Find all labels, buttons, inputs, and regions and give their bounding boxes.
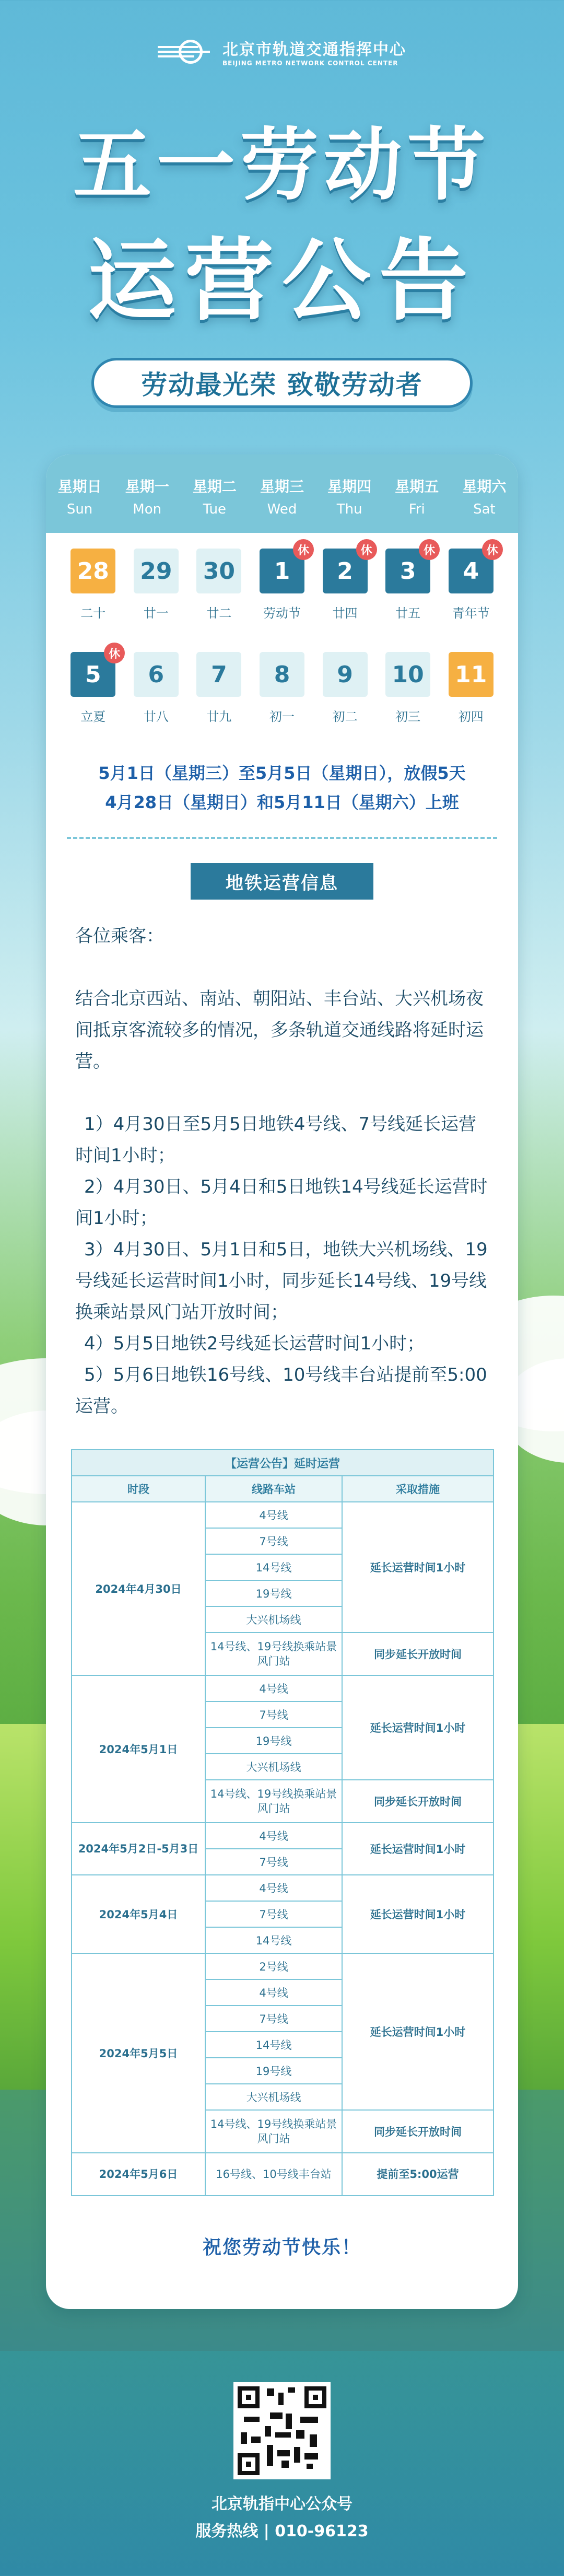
table-row: 2024年5月5日 2号线 延长运营时间1小时: [72, 1953, 494, 1979]
table-row: 7号线: [72, 1701, 494, 1728]
slogan-banner: 劳动最光荣 致敬劳动者: [91, 358, 473, 408]
table-row: 2024年5月4日 4号线 延长运营时间1小时: [72, 1875, 494, 1901]
table-row: 14号线: [72, 1927, 494, 1953]
weekday-fri: 星期五 Fri: [395, 478, 439, 517]
org-logo: [0, 37, 564, 67]
notice-item: 3）4月30日、5月1日和5日，地铁大兴机场线、19号线延长运营时间1小时，同步延长14号线、19号线换乘站景风门站开放时间；: [75, 1239, 488, 1323]
weekday-tue: 星期二 Tue: [192, 478, 237, 517]
org-name-cn: 北京市轨道交通指挥中心: [222, 41, 406, 59]
table-row: 2024年4月30日 4号线 延长运营时间1小时: [72, 1502, 494, 1528]
holiday-calendar: [46, 533, 518, 755]
calendar-day: 29 廿一: [125, 549, 188, 652]
table-row: 2024年5月6日 16号线、10号线丰台站 提前至5:00运营: [72, 2153, 494, 2196]
service-hotline: 服务热线 | 010-96123: [195, 2522, 369, 2540]
greeting: 各位乘客：: [75, 926, 164, 947]
table-row: 14号线、19号线换乘站景风门站 同步延长开放时间: [72, 1633, 494, 1675]
header-period: 时段: [72, 1476, 205, 1502]
calendar-week-row: [62, 647, 502, 755]
qr-code-icon: [233, 2382, 331, 2479]
table-row: 大兴机场线: [72, 1606, 494, 1633]
announcement-card: [46, 454, 518, 2309]
calendar-day: 7 廿九: [187, 652, 251, 755]
table-row: 2024年5月2日-5月3日 4号线 延长运营时间1小时: [72, 1823, 494, 1849]
table-row: 7号线: [72, 1901, 494, 1927]
holiday-notice-line2: 4月28日（星期日）和5月11日（星期六）上班: [105, 792, 459, 812]
closing-wish: 祝您劳动节快乐！: [202, 2237, 361, 2258]
table-row: 14号线、19号线换乘站景风门站 同步延长开放时间: [72, 1780, 494, 1823]
calendar-day: 11 初四: [439, 652, 502, 755]
official-account-name: 北京轨指中心公众号: [212, 2495, 352, 2513]
weekday-wed: 星期三 Wed: [260, 478, 304, 517]
notice-item: 1）4月30日至5月5日地铁4号线、7号线延长运营时间1小时；: [75, 1114, 477, 1166]
notice-item: 5）5月6日地铁16号线、10号线丰台站提前至5:00运营。: [75, 1365, 487, 1417]
calendar-day: 10 初三: [377, 652, 440, 755]
table-row: 7号线: [72, 2006, 494, 2032]
notice-item: 2）4月30日、5月4日和5日地铁14号线延长运营时间1小时；: [75, 1176, 488, 1229]
calendar-day: 8 初一: [251, 652, 314, 755]
metro-logo-icon: [158, 40, 215, 64]
holiday-notice-line1: 5月1日（星期三）至5月5日（星期日），放假5天: [98, 763, 466, 783]
calendar-day: 4 休 青年节: [439, 549, 502, 652]
weekday-thu: 星期四 Thu: [327, 478, 372, 517]
table-row: 19号线: [72, 1728, 494, 1754]
announcement-body: [75, 920, 489, 1422]
weekday-mon: 星期一 Mon: [125, 478, 169, 517]
rest-badge: 休: [356, 539, 377, 560]
org-name-en: BEIJING METRO NETWORK CONTROL CENTER: [222, 60, 398, 67]
rest-badge: 休: [482, 539, 503, 560]
table-header-row: [72, 1476, 494, 1502]
calendar-day: 2 休 廿四: [313, 549, 377, 652]
page-title-line2: 运营公告: [87, 229, 476, 333]
footer: [0, 2382, 564, 2541]
calendar-day: 3 休 廿五: [377, 549, 440, 652]
calendar-day: 1 休 劳动节: [251, 549, 314, 652]
calendar-weekday-header: [46, 454, 518, 533]
table-row: 大兴机场线: [72, 1754, 494, 1780]
schedule-table: [71, 1449, 494, 2196]
rest-badge: 休: [419, 539, 440, 560]
table-row: 14号线: [72, 2032, 494, 2058]
table-row: 2024年5月1日 4号线 延长运营时间1小时: [72, 1675, 494, 1701]
table-row: 14号线: [72, 1554, 494, 1580]
rest-badge: 休: [293, 539, 314, 560]
calendar-day: 6 廿八: [125, 652, 188, 755]
table-row: 4号线: [72, 1979, 494, 2006]
section-title: 地铁运营信息: [191, 863, 373, 900]
notice-item: 4）5月5日地铁2号线延长运营时间1小时；: [84, 1333, 425, 1354]
intro-paragraph: 结合北京西站、南站、朝阳站、丰台站、大兴机场夜间抵京客流较多的情况，多条轨道交通线路将延时运营。: [75, 988, 484, 1072]
table-row: 14号线、19号线换乘站景风门站 同步延长开放时间: [72, 2110, 494, 2153]
calendar-day: 28 二十: [62, 549, 125, 652]
rest-badge: 休: [104, 643, 125, 663]
holiday-notice: [46, 759, 518, 817]
table-row: 大兴机场线: [72, 2084, 494, 2110]
page-title-line1: 五一劳动节: [73, 120, 491, 211]
table-row: 19号线: [72, 2058, 494, 2084]
table-row: 7号线: [72, 1528, 494, 1554]
table-caption: 【运营公告】延时运营: [72, 1450, 494, 1476]
table-row: 19号线: [72, 1580, 494, 1606]
calendar-week-row: [62, 544, 502, 652]
table-row: 7号线: [72, 1849, 494, 1875]
weekday-sat: 星期六 Sat: [462, 478, 507, 517]
header-measure: 采取措施: [342, 1476, 494, 1502]
calendar-day: 30 廿二: [187, 549, 251, 652]
calendar-day: 5 休 立夏: [62, 652, 125, 755]
weekday-sun: 星期日 Sun: [57, 478, 102, 517]
calendar-day: 9 初二: [313, 652, 377, 755]
header-lines: 线路车站: [205, 1476, 342, 1502]
dashed-divider: [67, 837, 497, 839]
